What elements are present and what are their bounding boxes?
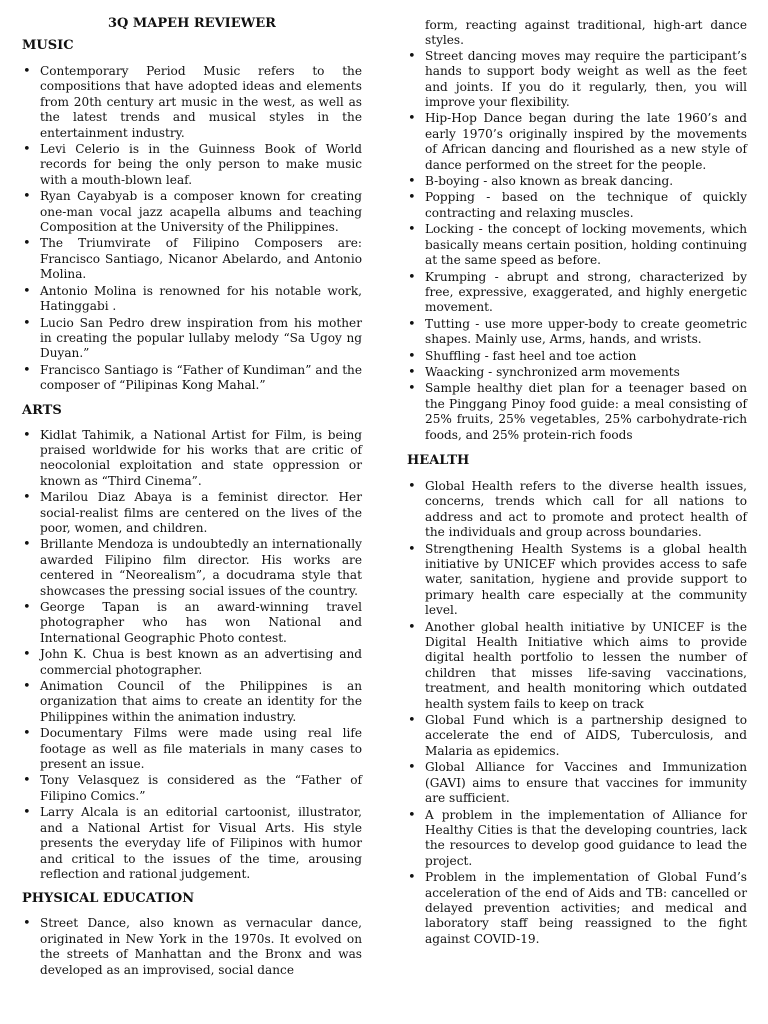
list-item: • Sample healthy diet plan for a teenager based on the Pinggang Pinoy food guide: a meal consisting of 25% fruits, 25% vegetables, 25% carbohydrate-rich foods, and 25% protein-rich foods <box>407 381 747 443</box>
list-item: • The Triumvirate of Filipino Composers are: Francisco Santiago, Nicanor Abelardo, and Antonio Molina. <box>22 236 362 282</box>
list-item: • Strengthening Health Systems is a global health initiative by UNICEF which provides access to safe water, sanitation, hygiene and provide support to primary health care especially at the community level. <box>407 542 747 619</box>
list-item: • A problem in the implementation of Alliance for Healthy Cities is that the developing countries, lack the resources to develop good guidance to lead the project. <box>407 808 747 870</box>
right-column <box>407 0 747 948</box>
list-item: • Global Alliance for Vaccines and Immunization (GAVI) aims to ensure that vaccines for immunity are sufficient. <box>407 760 747 806</box>
pe-heading: PHYSICAL EDUCATION <box>22 891 195 907</box>
list-item: • Shuffling - fast heel and toe action <box>407 349 747 364</box>
list-item: • Popping - based on the technique of quickly contracting and relaxing muscles. <box>407 190 747 221</box>
arts-heading: ARTS <box>22 402 62 418</box>
list-item: • Brillante Mendoza is undoubtedly an internationally awarded Filipino film director. His works are centered in “Neorealism”, a docudrama style that showcases the pressing social issues of the country. <box>22 537 362 599</box>
list-item: • Marilou Diaz Abaya is a feminist director. Her social-realist films are centered on the lives of the poor, women, and children. <box>22 490 362 536</box>
pe-list <box>407 49 747 443</box>
list-item: • Lucio San Pedro drew inspiration from his mother in creating the popular lullaby melody “Sa Ugoy ng Duyan.” <box>22 316 362 362</box>
list-item-continuation: form, reacting against traditional, high-art dance styles. <box>425 18 747 48</box>
list-item: • Ryan Cayabyab is a composer known for creating one-man vocal jazz acapella albums and teaching Composition at the University of the Philippines. <box>22 189 362 235</box>
list-item: • Street dancing moves may require the participant’s hands to support body weight as well as the feet and joints. If you do it regularly, then, you will improve your flexibility. <box>407 49 747 111</box>
list-item: • B-boying - also known as break dancing. <box>407 174 747 189</box>
list-item: • Documentary Films were made using real life footage as well as file materials in many cases to present an issue. <box>22 726 362 772</box>
document-title: 3Q MAPEH REVIEWER <box>108 16 276 31</box>
list-item: • Kidlat Tahimik, a National Artist for Film, is being praised worldwide for his works that are critic of neocolonial exploitation and state oppression or known as “Third Cinema”. <box>22 428 362 490</box>
list-item: • Animation Council of the Philippines is an organization that aims to create an identity for the Philippines within the animation industry. <box>22 679 362 725</box>
pe-list-start <box>22 916 362 978</box>
list-item: • Locking - the concept of locking movements, which basically means certain position, holding continuing at the same speed as before. <box>407 222 747 268</box>
music-heading: MUSIC <box>22 38 74 53</box>
list-item: • Global Health refers to the diverse health issues, concerns, trends which call for all nations to address and act to promote and protect health of the individuals and group across boundaries. <box>407 479 747 541</box>
list-item: • Problem in the implementation of Global Fund’s acceleration of the end of Aids and TB: cancelled or delayed prevention activities; and medical and laboratory staff being reassigned to the fight against COVID-19. <box>407 870 747 947</box>
arts-list <box>22 428 362 883</box>
list-item: • Larry Alcala is an editorial cartoonist, illustrator, and a National Artist for Visual Arts. His style presents the everyday life of Filipinos with humor and critical to the issues of the time, arousing reflection and rational judgement. <box>22 805 362 882</box>
list-item: • George Tapan is an award-winning travel photographer who has won National and International Geographic Photo contest. <box>22 600 362 646</box>
list-item: • Street Dance, also known as vernacular dance, originated in New York in the 1970s. It evolved on the streets of Manhattan and the Bronx and was developed as an improvised, social dance <box>22 916 362 978</box>
list-item: • John K. Chua is best known as an advertising and commercial photographer. <box>22 647 362 678</box>
health-list <box>407 479 747 947</box>
list-item: • Tony Velasquez is considered as the “Father of Filipino Comics.” <box>22 773 362 804</box>
list-item: • Contemporary Period Music refers to the compositions that have adopted ideas and elements from 20th century art music in the west, as well as the latest trends and musical styles in the entertainment industry. <box>22 64 362 141</box>
list-item: • Antonio Molina is renowned for his notable work, Hatinggabi . <box>22 284 362 315</box>
health-heading: HEALTH <box>407 452 470 468</box>
list-item: • Tutting - use more upper-body to create geometric shapes. Mainly use, Arms, hands, and wrists. <box>407 317 747 348</box>
list-item: • Hip-Hop Dance began during the late 1960’s and early 1970’s originally inspired by the movements of African dancing and flourished as a new style of dance performed on the street for the people. <box>407 111 747 173</box>
list-item: • Krumping - abrupt and strong, characterized by free, expressive, exaggerated, and highly energetic movement. <box>407 270 747 316</box>
left-column <box>22 0 362 979</box>
list-item: • Another global health initiative by UNICEF is the Digital Health Initiative which aims to provide digital health portfolio to lessen the number of children that misses life-saving vaccinations, treatment, and health monitoring which outdated health system fails to keep on track <box>407 620 747 712</box>
list-item: • Global Fund which is a partnership designed to accelerate the end of AIDS, Tuberculosis, and Malaria as epidemics. <box>407 713 747 759</box>
music-list <box>22 64 362 394</box>
list-item: • Waacking - synchronized arm movements <box>407 365 747 380</box>
list-item: • Levi Celerio is in the Guinness Book of World records for being the only person to make music with a mouth-blown leaf. <box>22 142 362 188</box>
list-item: • Francisco Santiago is “Father of Kundiman” and the composer of “Pilipinas Kong Mahal.” <box>22 363 362 394</box>
